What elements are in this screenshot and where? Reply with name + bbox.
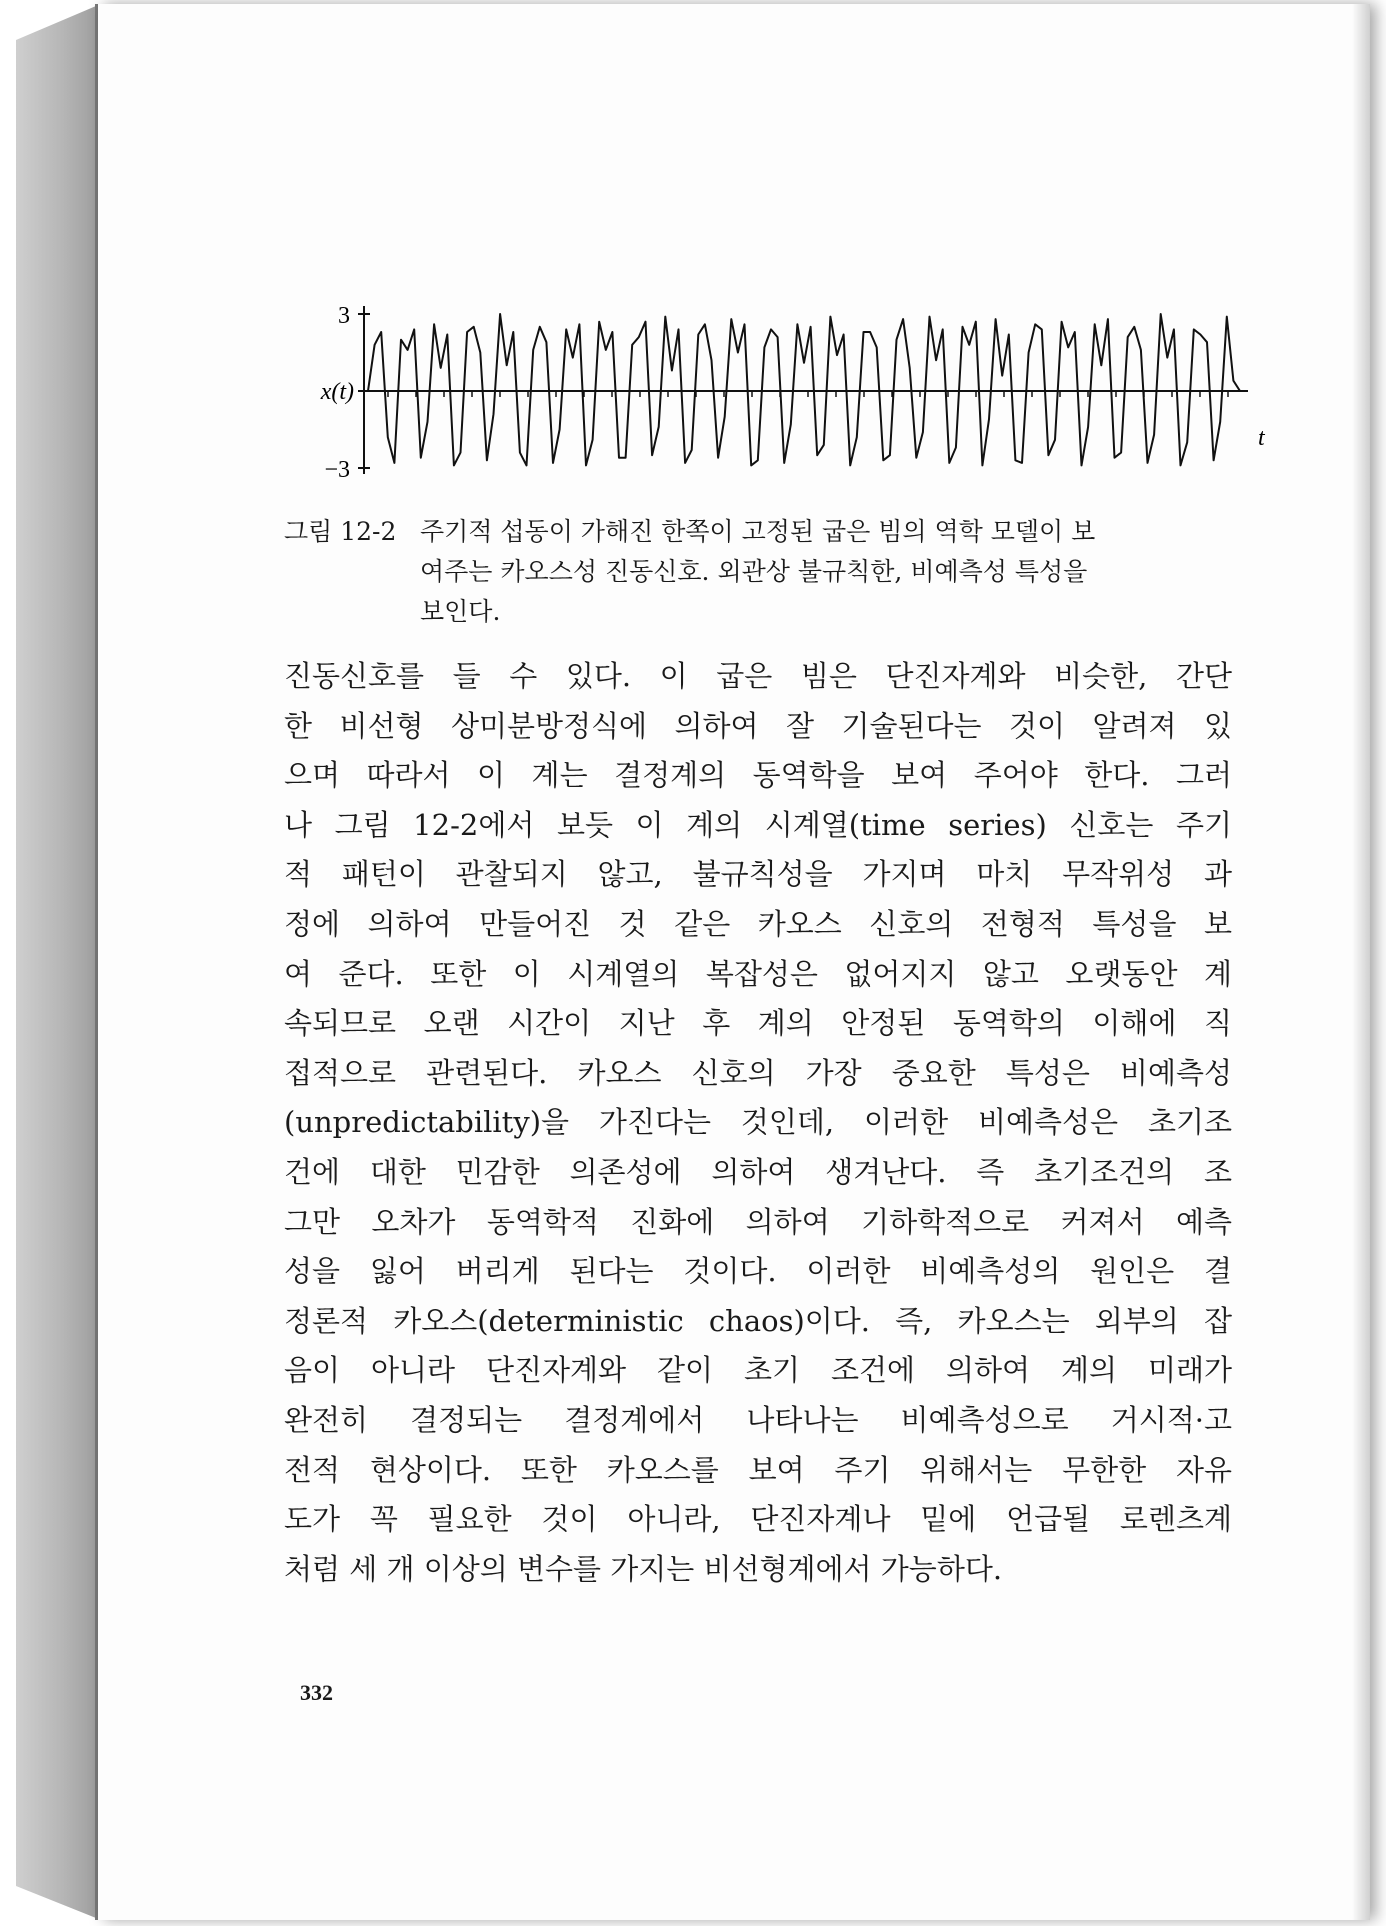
body-line: 성을 잃어 버리게 된다는 것이다. 이러한 비예측성의 원인은 결 (284, 1254, 1232, 1289)
body-paragraph (284, 652, 1232, 1594)
body-line: (unpredictability)을 가진다는 것인데, 이러한 비예측성은 초기조 (284, 1105, 1232, 1140)
body-line: 접적으로 관련된다. 카오스 신호의 가장 중요한 특성은 비예측성 (284, 1055, 1232, 1090)
figure-caption (284, 512, 1232, 632)
body-line: 적 패턴이 관찰되지 않고, 불규칙성을 가지며 마치 무작위성 과 (284, 857, 1232, 892)
caption-line-1: 주기적 섭동이 가해진 한쪽이 고정된 굽은 빔의 역학 모델이 보 (420, 517, 1096, 546)
signal-line (368, 314, 1240, 465)
body-line: 전적 현상이다. 또한 카오스를 보여 주기 위해서는 무한한 자유 (284, 1452, 1232, 1487)
chart-svg (288, 292, 1268, 492)
body-line: 으며 따라서 이 계는 결정계의 동역학을 보여 주어야 한다. 그러 (284, 758, 1232, 793)
body-line: 속되므로 오랜 시간이 지난 후 계의 안정된 동역학의 이해에 직 (284, 1006, 1232, 1041)
body-line: 처럼 세 개 이상의 변수를 가지는 비선형계에서 가능하다. (284, 1551, 1003, 1586)
caption-row-2 (284, 552, 1232, 592)
caption-row-1 (284, 512, 1232, 552)
body-line: 도가 꼭 필요한 것이 아니라, 단진자계나 밑에 언급될 로렌츠계 (284, 1502, 1232, 1537)
caption-row-3 (284, 592, 1232, 632)
y-tick-label-top: 3 (338, 303, 350, 329)
body-line: 나 그림 12-2에서 보듯 이 계의 시계열(time series) 신호는 주기 (284, 807, 1232, 842)
body-line: 정에 의하여 만들어진 것 같은 카오스 신호의 전형적 특성을 보 (284, 906, 1232, 941)
body-line: 진동신호를 들 수 있다. 이 굽은 빔은 단진자계와 비슷한, 간단 (284, 659, 1232, 693)
body-line: 완전히 결정되는 결정계에서 나타나는 비예측성으로 거시적·고 (284, 1402, 1232, 1437)
body-line: 여 준다. 또한 이 시계열의 복잡성은 없어지지 않고 오랫동안 계 (284, 956, 1232, 991)
body-line: 그만 오차가 동역학적 진화에 의하여 기하학적으로 커져서 예측 (284, 1204, 1232, 1239)
body-line: 건에 대한 민감한 의존성에 의하여 생겨난다. 즉 초기조건의 조 (284, 1154, 1232, 1189)
body-line: 한 비선형 상미분방정식에 의하여 잘 기술된다는 것이 알려져 있 (284, 708, 1232, 743)
body-line: 정론적 카오스(deterministic chaos)이다. 즉, 카오스는 외부의 잡 (284, 1303, 1232, 1338)
page-edge-shade (1352, 4, 1370, 1920)
caption-line-3: 보인다. (420, 597, 501, 626)
book-spine (16, 6, 96, 1918)
caption-line-2: 여주는 카오스성 진동신호. 외관상 불규칙한, 비예측성 특성을 (420, 557, 1088, 586)
page-number: 332 (300, 1680, 333, 1705)
x-axis-label: t (1258, 425, 1265, 451)
figure-chaotic-signal (288, 292, 1268, 492)
y-axis-label: x(t) (320, 379, 354, 405)
body-line: 음이 아니라 단진자계와 같이 초기 조건에 의하여 계의 미래가 (284, 1353, 1232, 1388)
caption-label: 그림 12-2 (284, 517, 397, 546)
y-tick-label-bottom: −3 (324, 457, 350, 483)
